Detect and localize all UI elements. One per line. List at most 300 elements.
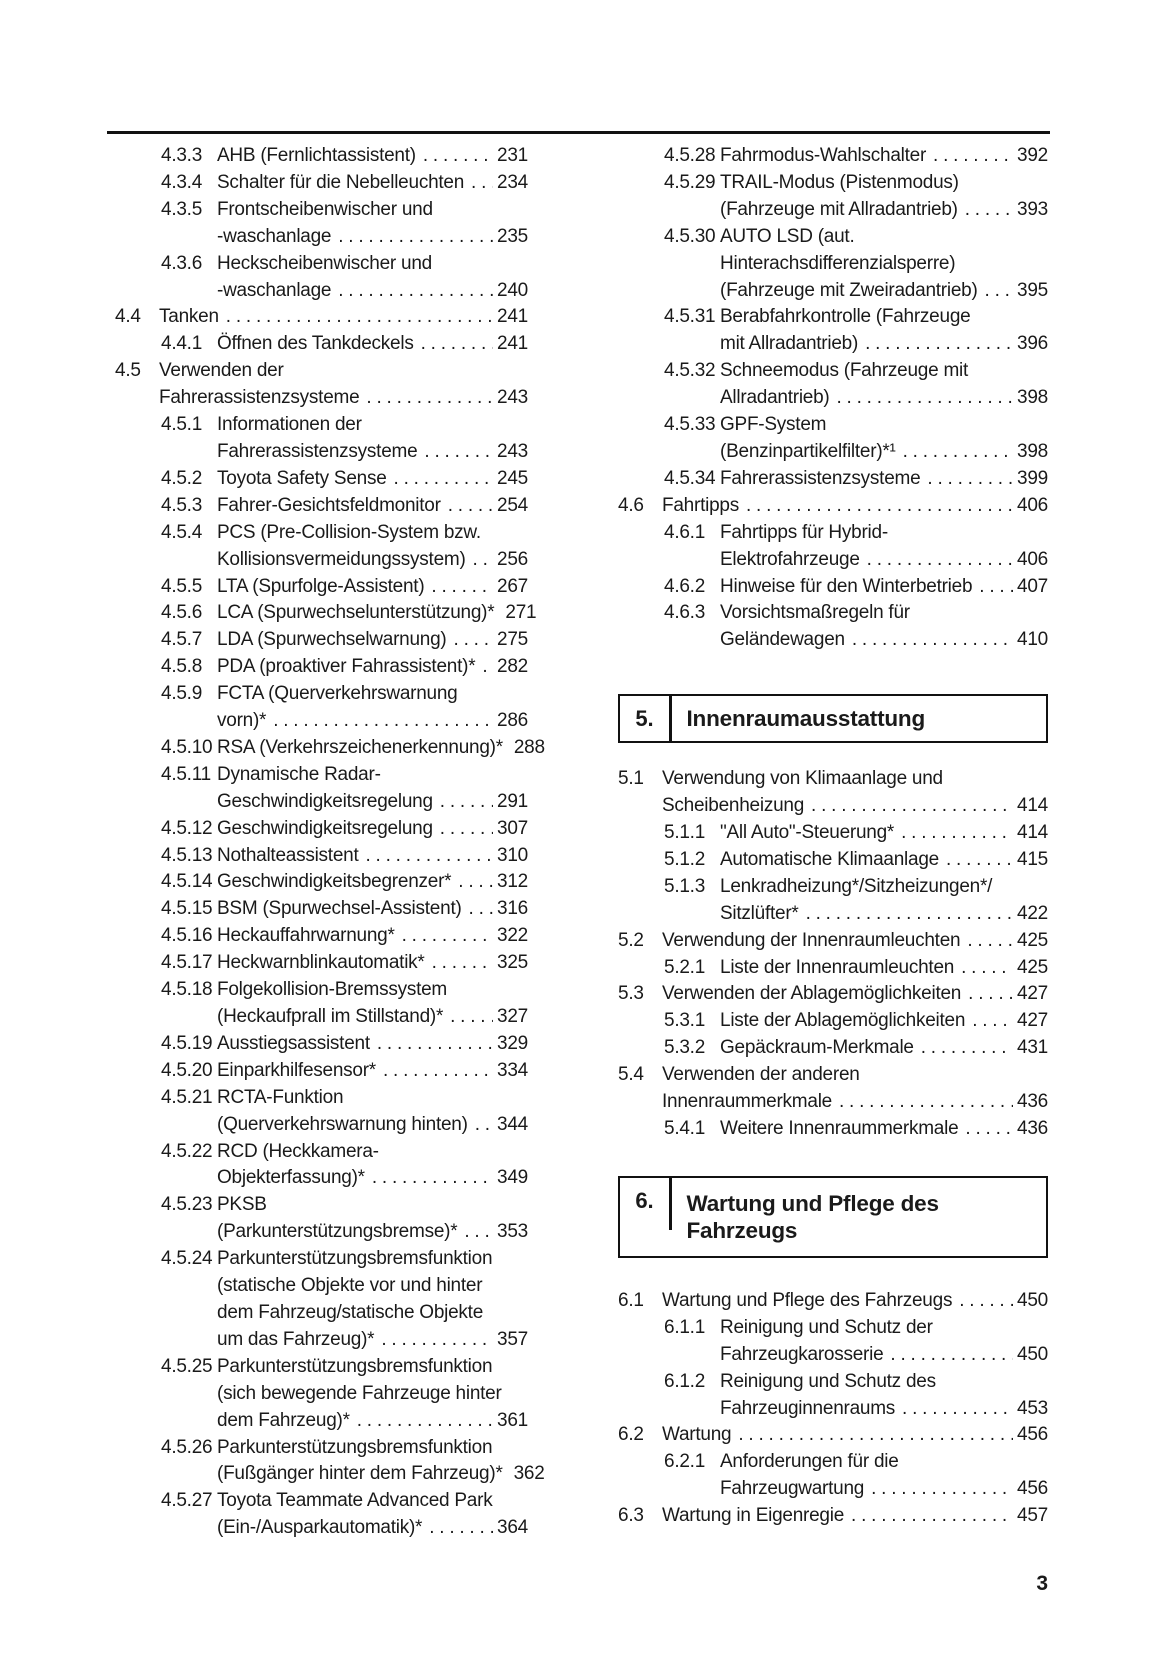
toc-entry: [618, 224, 1048, 305]
toc-entry-text: RSA (Verkehrszeichenerkennung)*: [217, 736, 503, 758]
toc-entry-text: Allradantrieb): [720, 387, 830, 409]
toc-entry-page: 241: [497, 333, 528, 355]
toc-entry-text: LDA (Spurwechselwarnung): [217, 629, 447, 651]
toc-entry: [115, 143, 528, 170]
dot-leader: [469, 896, 494, 923]
toc-entry-page: 398: [1017, 387, 1048, 409]
section-title-line: Wartung und Pflege des: [686, 1190, 939, 1216]
toc-entry-text: Verwendung von Klimaanlage und: [662, 768, 943, 790]
toc-entry-number: 5.1.2: [664, 848, 706, 870]
dot-leader: [806, 901, 1013, 928]
toc-entry-line: [115, 1219, 528, 1246]
dot-leader: [421, 331, 493, 358]
dot-leader: [377, 1031, 493, 1058]
toc-column-left: [115, 143, 545, 1542]
toc-entry-page: 395: [1017, 279, 1048, 301]
toc-entry-text: PKSB: [217, 1194, 267, 1216]
toc-entry-page: 453: [1017, 1397, 1048, 1419]
toc-entry: [115, 843, 528, 870]
toc-entry-line: [618, 793, 1048, 820]
toc-entry-text: -waschanlage: [217, 279, 332, 301]
toc-entry-line: [618, 901, 1048, 928]
toc-entry-text: (Querverkehrswarnung hinten): [217, 1113, 468, 1135]
dot-leader: [959, 1288, 1013, 1315]
toc-entry: [618, 766, 1048, 820]
toc-entry-number: 4.5.8: [161, 656, 203, 678]
toc-entry-page: 450: [1017, 1289, 1048, 1311]
toc-entry: [115, 627, 528, 654]
toc-entry-text: Ausstiegsassistent: [217, 1032, 370, 1054]
toc-entry-number: 4.5.4: [161, 521, 203, 543]
toc-entry-number: 6.2.1: [664, 1451, 706, 1473]
toc-entry-line: [115, 358, 528, 385]
toc-entry-number: 5.4: [618, 1064, 644, 1086]
toc-entry-page: 414: [1017, 795, 1048, 817]
dot-leader: [366, 385, 493, 412]
toc-entry-text: Tanken: [159, 306, 219, 328]
toc-entry-page: 396: [1017, 333, 1048, 355]
toc-entry-number: 4.5.3: [161, 494, 203, 516]
toc-entry-number: 6.1: [618, 1289, 644, 1311]
toc-entry-number: 4.5.26: [161, 1436, 213, 1458]
toc-entry-text: Fahrerassistenzsysteme: [720, 467, 921, 489]
toc-entry-number: 4.5.10: [161, 736, 213, 758]
toc-entry-number: 4.3.3: [161, 145, 203, 166]
toc-entry-number: 6.1.2: [664, 1370, 706, 1392]
toc-entry-text: Heckscheibenwischer und: [217, 252, 432, 274]
toc-entry-number: 4.6.2: [664, 575, 706, 597]
toc-entry-line: [115, 1300, 528, 1327]
section-title: [672, 696, 926, 741]
toc-entry-page: 288: [513, 736, 545, 758]
toc-entry-page: 392: [1017, 145, 1048, 166]
toc-entry-page: 307: [497, 817, 528, 839]
toc-entry-page: 415: [1017, 848, 1048, 870]
toc-entry-page: 243: [497, 440, 528, 462]
dot-leader: [372, 1165, 493, 1192]
toc-entry: [618, 847, 1048, 874]
toc-entry-page: 398: [1017, 440, 1048, 462]
dot-leader: [423, 143, 493, 170]
toc-entry-line: [115, 1112, 528, 1139]
toc-entry-number: 4.5.23: [161, 1194, 213, 1216]
toc-entry-number: 6.1.1: [664, 1316, 706, 1338]
toc-entry: [618, 600, 1048, 654]
toc-entry-text: (Benzinpartikelfilter)*¹: [720, 440, 896, 462]
toc-entry-line: [618, 385, 1048, 412]
dot-leader: [458, 869, 493, 896]
toc-entry-text: Liste der Innenraumleuchten: [720, 956, 955, 978]
toc-entry-number: 4.5.16: [161, 925, 213, 947]
toc-entry-line: [115, 1327, 528, 1354]
toc-entry-text: Toyota Teammate Advanced Park: [217, 1490, 493, 1512]
toc-entry-line: [618, 1503, 1048, 1530]
toc-entry-number: 4.6.3: [664, 602, 706, 624]
toc-entry: [618, 1315, 1048, 1369]
toc-entry-page: 436: [1017, 1118, 1048, 1139]
toc-entry: [115, 654, 528, 681]
toc-entry-text: Öffnen des Tankdeckels: [217, 333, 414, 355]
toc-entry-text: Reinigung und Schutz der: [720, 1316, 933, 1338]
toc-entry-number: 4.5.30: [664, 225, 716, 247]
toc-entry-text: Fahrerassistenzsysteme: [159, 387, 360, 409]
toc-entry-number: 4.5.25: [161, 1355, 213, 1377]
toc-entry: [618, 1062, 1048, 1116]
toc-entry-page: 240: [497, 279, 528, 301]
dot-leader: [473, 547, 494, 574]
toc-entry: [618, 1369, 1048, 1423]
toc-entry-line: [115, 1381, 528, 1408]
toc-entry-page: 431: [1017, 1037, 1048, 1059]
toc-entry: [618, 412, 1048, 466]
toc-entry-text: (Fahrzeuge mit Allradantrieb): [720, 198, 958, 220]
toc-entry-text: Wartung in Eigenregie: [662, 1505, 845, 1527]
toc-entry-text: mit Allradantrieb): [720, 333, 859, 355]
toc-entry-text: um das Fahrzeug)*: [217, 1328, 375, 1350]
toc-entry-line: [618, 197, 1048, 224]
toc-entry-line: [115, 304, 528, 331]
section-title-line: Fahrzeugs: [686, 1217, 798, 1243]
toc-entry-text: Hinterachsdifferenzialsperre): [720, 252, 956, 274]
toc-entry-number: 5.2.1: [664, 956, 706, 978]
dot-leader: [402, 923, 493, 950]
toc-entry-page: 325: [497, 952, 528, 974]
dot-leader: [867, 547, 1013, 574]
toc-entry-number: 4.5.22: [161, 1140, 213, 1162]
toc-entry: [618, 466, 1048, 493]
dot-leader: [967, 928, 1013, 955]
toc-entry-page: 275: [497, 629, 528, 651]
toc-entry: [115, 681, 528, 735]
toc-entry: [115, 923, 528, 950]
toc-entry-number: 4.6.1: [664, 521, 706, 543]
toc-entry-line: [115, 1273, 528, 1300]
toc-entry: [618, 358, 1048, 412]
toc-entry: [115, 735, 545, 762]
toc-entry: [115, 412, 528, 466]
toc-entry-number: 4.3.4: [161, 171, 203, 193]
toc-entry: [618, 1422, 1048, 1449]
toc-entry: [618, 143, 1048, 170]
dot-leader: [383, 1058, 493, 1085]
toc-entry-page: 243: [497, 387, 528, 409]
toc-entry-text: Vorsichtsmaßregeln für: [720, 602, 910, 624]
toc-entry-line: [618, 1062, 1048, 1089]
toc-entry: [115, 816, 528, 843]
dot-leader: [394, 466, 494, 493]
dot-leader: [946, 847, 1013, 874]
toc-entry-number: 4.5.20: [161, 1059, 213, 1081]
toc-entry: [115, 1085, 528, 1139]
toc-entry-page: 456: [1017, 1424, 1048, 1446]
toc-entry-text: AHB (Fernlichtassistent): [217, 145, 416, 166]
toc-entry-page: 399: [1017, 467, 1048, 489]
dot-leader: [985, 278, 1014, 305]
toc-entry-text: Informationen der: [217, 414, 362, 436]
toc-entry-page: 316: [497, 898, 528, 920]
toc-entry: [618, 493, 1048, 520]
dot-leader: [381, 1327, 493, 1354]
dot-leader: [475, 1112, 493, 1139]
dot-leader: [972, 1008, 1013, 1035]
toc-entry-text: Verwendung der Innenraumleuchten: [662, 929, 961, 951]
toc-entry: [618, 1035, 1048, 1062]
toc-entry-line: [618, 1089, 1048, 1116]
dot-leader: [440, 816, 493, 843]
dot-leader: [464, 1219, 493, 1246]
toc-entry-text: Fahrerassistenzsysteme: [217, 440, 418, 462]
toc-entry-number: 4.5.14: [161, 871, 213, 893]
toc-entry-text: Parkunterstützungsbremsfunktion: [217, 1248, 493, 1270]
dot-leader: [851, 1503, 1013, 1530]
toc-entry-text: Schneemodus (Fahrzeuge mit: [720, 360, 969, 382]
toc-entry-page: 427: [1017, 1010, 1048, 1032]
toc-entry: [115, 1192, 528, 1246]
toc-entry-number: 4.6: [618, 494, 644, 516]
dot-leader: [357, 1408, 493, 1435]
toc-entry-text: LCA (Spurwechselunterstützung)*: [217, 602, 495, 624]
toc-entry: [618, 820, 1048, 847]
dot-leader: [338, 278, 493, 305]
toc-entry-text: BSM (Spurwechsel-Assistent): [217, 898, 462, 920]
toc-entry: [115, 574, 528, 601]
toc-entry-line: [115, 385, 528, 412]
toc-entry-text: Fahrzeugkarosserie: [720, 1343, 884, 1365]
toc-entry: [618, 1008, 1048, 1035]
toc-entry-line: [115, 1408, 528, 1435]
toc-entry-line: [115, 439, 528, 466]
toc-entry-text: Hinweise für den Winterbetrieb: [720, 575, 973, 597]
dot-leader: [273, 708, 493, 735]
toc-entry-text: Fahrtipps für Hybrid-: [720, 521, 888, 543]
toc-entry-text: AUTO LSD (aut.: [720, 225, 855, 247]
toc-entry-text: Elektrofahrzeuge: [720, 548, 860, 570]
dot-leader: [933, 143, 1013, 170]
toc-entry-text: Folgekollision-Bremssystem: [217, 979, 448, 1001]
toc-entry: [618, 1449, 1048, 1503]
toc-entry-text: PCS (Pre-Collision-System bzw.: [217, 521, 481, 543]
toc-entry-number: 5.1: [618, 768, 644, 790]
toc-entry-line: [115, 547, 528, 574]
toc-entry-line: [618, 1342, 1048, 1369]
toc-entry-text: Fahrmodus-Wahlschalter: [720, 145, 927, 166]
toc-entry-number: 5.4.1: [664, 1118, 706, 1139]
toc-entry-text: Gepäckraum-Merkmale: [720, 1037, 914, 1059]
toc-entry-number: 4.5.29: [664, 171, 716, 193]
toc-entry: [115, 466, 528, 493]
toc-entry-text: RCD (Heckkamera-: [217, 1140, 379, 1162]
toc-entry-page: 245: [497, 467, 528, 489]
toc-entry: [115, 304, 528, 331]
dot-leader: [837, 385, 1014, 412]
toc-entry-page: 422: [1017, 902, 1048, 924]
toc-entry-text: Fahrzeugwartung: [720, 1478, 865, 1500]
top-rule: [107, 131, 1050, 134]
dot-leader: [965, 197, 1013, 224]
toc-entry-number: 4.5.9: [161, 683, 203, 705]
toc-entry-line: [618, 1396, 1048, 1423]
toc-entry-page: 393: [1017, 198, 1048, 220]
toc-entry: [618, 1116, 1048, 1143]
toc-entry-text: (Ein-/Ausparkautomatik)*: [217, 1517, 423, 1539]
toc-entry: [115, 331, 528, 358]
toc-entry-number: 4.5.15: [161, 898, 213, 920]
toc-entry-text: Kollisionsvermeidungssystem): [217, 548, 466, 570]
dot-leader: [903, 439, 1013, 466]
toc-entry-line: [618, 331, 1048, 358]
section-heading-box: [618, 1176, 1048, 1258]
toc-entry-text: Verwenden der: [159, 360, 284, 382]
toc-entry: [618, 874, 1048, 928]
toc-entry: [618, 170, 1048, 224]
toc-entry: [618, 574, 1048, 601]
toc-entry-text: Toyota Safety Sense: [217, 467, 387, 489]
toc-entry-number: 5.1.1: [664, 822, 706, 844]
toc-entry-number: 4.5.7: [161, 629, 203, 651]
toc-entry: [115, 1139, 528, 1193]
toc-entry-page: 361: [497, 1409, 528, 1431]
toc-entry: [115, 869, 528, 896]
toc-entry-number: 4.4: [115, 306, 141, 328]
toc-entry-text: Scheibenheizung: [662, 795, 805, 817]
section-number: 5.: [635, 706, 654, 732]
dot-leader: [871, 1476, 1013, 1503]
dot-leader: [902, 1396, 1013, 1423]
toc-entry-text: dem Fahrzeug/statische Objekte: [217, 1301, 484, 1323]
toc-entry-page: 291: [497, 790, 528, 812]
toc-entry-number: 4.5.27: [161, 1490, 213, 1512]
toc-entry: [115, 762, 528, 816]
toc-entry-number: 4.5.31: [664, 306, 716, 328]
toc-entry-text: (statische Objekte vor und hinter: [217, 1275, 483, 1297]
toc-entry-page: 282: [497, 656, 528, 678]
toc-entry: [115, 197, 528, 251]
section-number: 6.: [635, 1187, 654, 1213]
toc-entry-line: [618, 1476, 1048, 1503]
toc-entry-number: 4.5.32: [664, 360, 716, 382]
dot-leader: [432, 950, 493, 977]
dot-leader: [738, 1422, 1013, 1449]
toc-entry-page: 234: [497, 171, 528, 193]
toc-entry-text: Fahrtipps: [662, 494, 739, 516]
toc-entry-number: 4.5.18: [161, 979, 213, 1001]
toc-entry-line: [618, 627, 1048, 654]
dot-leader: [811, 793, 1013, 820]
toc-entry-text: Liste der Ablagemöglichkeiten: [720, 1010, 966, 1032]
toc-entry-text: (Fahrzeuge mit Zweiradantrieb): [720, 279, 978, 301]
toc-entry-text: PDA (proaktiver Fahrassistent)*: [217, 656, 476, 678]
toc-entry-line: [618, 278, 1048, 305]
toc-entry-text: Parkunterstützungsbremsfunktion: [217, 1355, 493, 1377]
dot-leader: [746, 493, 1013, 520]
toc-entry-text: Geländewagen: [720, 629, 845, 651]
dot-leader: [901, 820, 1013, 847]
toc-entry: [115, 1246, 528, 1354]
toc-entry-text: Parkunterstützungsbremsfunktion: [217, 1436, 493, 1458]
toc-entry-text: Automatische Klimaanlage: [720, 848, 939, 870]
toc-entry-text: Heckwarnblinkautomatik*: [217, 952, 425, 974]
page-number: 3: [1036, 1572, 1048, 1595]
toc-entry-text: Sitzlüfter*: [720, 902, 799, 924]
toc-entry-line: [115, 1461, 545, 1488]
toc-entry-line: [115, 789, 528, 816]
toc-entry: [115, 1354, 528, 1435]
toc-entry-number: 4.5.21: [161, 1086, 213, 1108]
toc-entry-text: Geschwindigkeitsregelung: [217, 817, 433, 839]
toc-entry-number: 4.5.2: [161, 467, 203, 489]
toc-entry-page: 362: [513, 1463, 545, 1485]
toc-entry-page: 256: [497, 548, 528, 570]
dot-leader: [431, 574, 493, 601]
toc-entry: [115, 1031, 528, 1058]
section-heading-box: [618, 694, 1048, 743]
toc-entry-text: Nothalteassistent: [217, 844, 359, 866]
toc-entry-text: LTA (Spurfolge-Assistent): [217, 575, 425, 597]
toc-entry-text: vorn)*: [217, 710, 267, 732]
toc-entry-text: dem Fahrzeug)*: [217, 1409, 350, 1431]
toc-entry: [115, 520, 528, 574]
toc-entry-line: [618, 1288, 1048, 1315]
toc-entry-line: [618, 766, 1048, 793]
toc-entry-number: 4.5.19: [161, 1032, 213, 1054]
toc-entry: [618, 304, 1048, 358]
toc-entry-line: [115, 224, 528, 251]
toc-entry-page: 310: [497, 844, 528, 866]
toc-entry-text: Anforderungen für die: [720, 1451, 899, 1473]
toc-entry: [115, 1435, 545, 1489]
dot-leader: [448, 493, 493, 520]
toc-entry-page: 329: [497, 1032, 528, 1054]
toc-entry-text: Schalter für die Nebelleuchten: [217, 171, 465, 193]
toc-entry: [618, 981, 1048, 1008]
toc-entry-number: 6.2: [618, 1424, 644, 1446]
toc-entry-number: 5.2: [618, 929, 644, 951]
dot-leader: [226, 304, 493, 331]
toc-entry-text: (Heckaufprall im Stillstand)*: [217, 1006, 444, 1027]
toc-entry-page: 410: [1017, 629, 1048, 651]
toc-entry-page: 286: [497, 710, 528, 732]
toc-entry-number: 4.5: [115, 360, 141, 382]
toc-entry-page: 357: [497, 1328, 528, 1350]
toc-entry-text: Reinigung und Schutz des: [720, 1370, 936, 1392]
toc-entry-page: 456: [1017, 1478, 1048, 1500]
toc-entry-page: 271: [505, 602, 537, 624]
toc-entry-number: 4.5.1: [161, 414, 203, 436]
toc-entry-page: 427: [1017, 983, 1048, 1005]
toc-entry-line: [115, 708, 528, 735]
toc-entry-text: Geschwindigkeitsbegrenzer*: [217, 871, 452, 893]
toc-entry-line: [618, 1422, 1048, 1449]
toc-entry-number: 5.3.1: [664, 1010, 706, 1032]
toc-entry-number: 4.5.13: [161, 844, 213, 866]
toc-entry-page: 406: [1017, 494, 1048, 516]
toc-entry-number: 4.5.24: [161, 1248, 213, 1270]
toc-entry: [115, 600, 537, 627]
toc-entry-text: FCTA (Querverkehrswarnung: [217, 683, 458, 705]
dot-leader: [471, 170, 493, 197]
toc-entry-number: 5.1.3: [664, 875, 706, 897]
toc-entry-number: 4.5.17: [161, 952, 213, 974]
dot-leader: [852, 627, 1013, 654]
toc-entry-line: [115, 1004, 528, 1031]
dot-leader: [839, 1089, 1013, 1116]
dot-leader: [890, 1342, 1013, 1369]
toc-entry-text: Verwenden der Ablagemöglichkeiten: [662, 983, 962, 1005]
toc-entry: [115, 493, 528, 520]
toc-entry-page: 235: [497, 225, 528, 247]
toc-entry: [115, 950, 528, 977]
toc-entry-text: Einparkhilfesensor*: [217, 1059, 376, 1081]
